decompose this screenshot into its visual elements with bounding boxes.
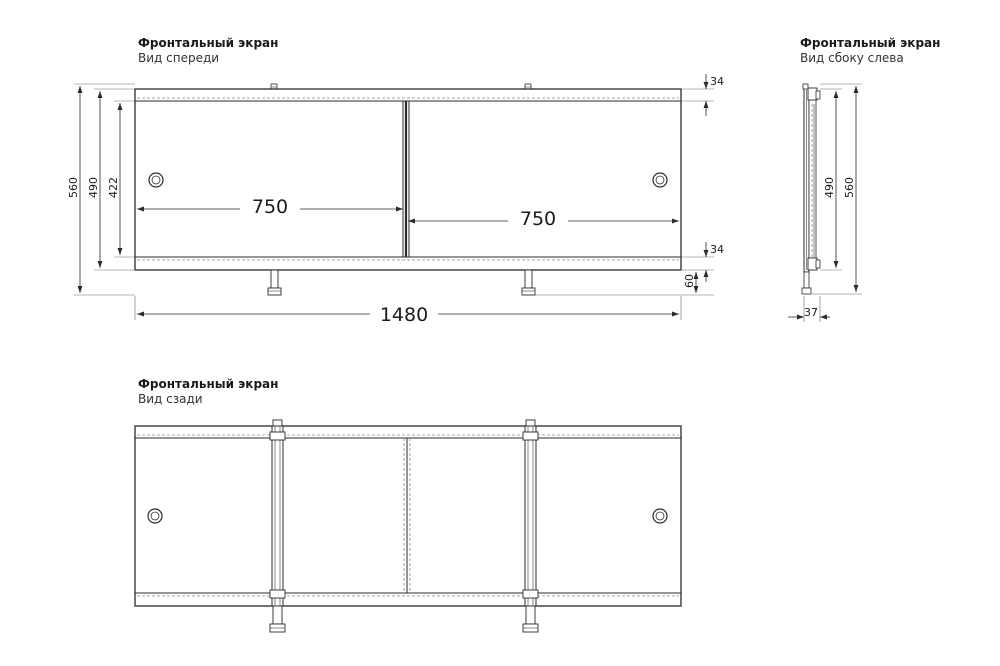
side-dim-depth-label: 37: [804, 306, 818, 319]
front-dim-frame-height: [87, 91, 100, 268]
side-dim-frame-height: [823, 91, 836, 268]
back-handle-right: [653, 509, 667, 523]
front-dim-right-segment-label: 750: [519, 208, 557, 230]
side-view-subtitle: Вид сбоку слева: [800, 51, 904, 65]
front-dim-frame-height-label: 490: [87, 177, 100, 198]
front-dim-panel-height: [107, 103, 120, 255]
front-dim-leg: [683, 272, 696, 293]
side-dim-frame-height-label: 490: [823, 177, 836, 198]
side-dim-depth: [788, 296, 830, 322]
front-view: [67, 36, 724, 326]
front-handle-right: [653, 173, 667, 187]
back-frame: [135, 426, 681, 606]
front-leg-left: [268, 270, 281, 295]
front-dim-top-rail-label: 34: [710, 75, 724, 88]
back-view-subtitle: Вид сзади: [138, 392, 203, 406]
back-support-right: [523, 420, 538, 632]
front-dim-panel-height-label: 422: [107, 177, 120, 198]
front-dim-total-height-label: 560: [67, 177, 80, 198]
front-handle-left: [149, 173, 163, 187]
side-profile: [802, 84, 820, 294]
front-dim-leg-label: 60: [683, 274, 696, 288]
front-dim-total-width-label: 1480: [379, 304, 429, 326]
side-dim-total-height: [843, 86, 856, 292]
side-view: [788, 36, 940, 322]
side-view-title: Фронтальный экран: [800, 36, 941, 50]
back-handle-left: [148, 509, 162, 523]
front-dim-total-width: [135, 296, 681, 326]
back-view: [135, 377, 681, 632]
front-leg-right: [522, 270, 535, 295]
front-dim-bottom-rail: [706, 242, 724, 282]
back-support-left: [270, 420, 285, 632]
front-dim-bottom-rail-label: 34: [710, 243, 724, 256]
front-view-subtitle: Вид спереди: [138, 51, 220, 65]
front-frame: [135, 89, 681, 270]
front-dim-total-height: [67, 86, 80, 293]
side-dim-total-height-label: 560: [843, 177, 856, 198]
front-dim-top-rail: [706, 74, 724, 116]
front-view-title: Фронтальный экран: [138, 36, 279, 50]
back-view-title: Фронтальный экран: [138, 377, 279, 391]
front-dim-left-segment-label: 750: [251, 196, 289, 218]
